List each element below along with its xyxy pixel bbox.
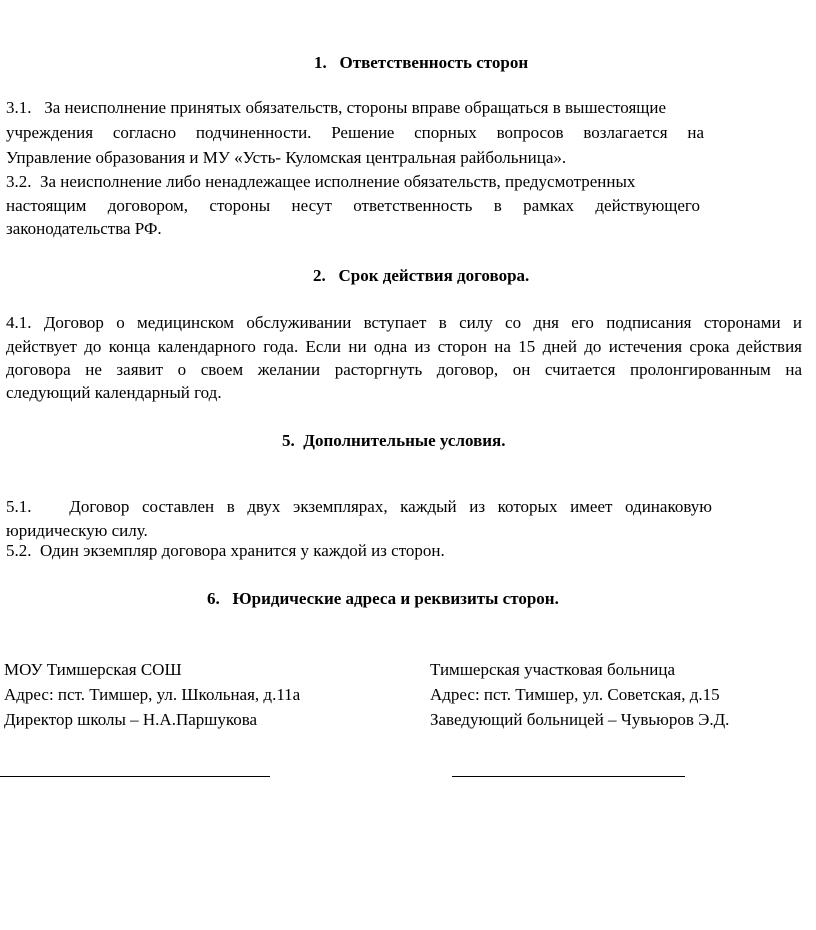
- section-5-heading: 5. Дополнительные условия.: [282, 431, 506, 450]
- party-left-head: Директор школы – Н.А.Паршукова: [4, 710, 258, 729]
- clause-5-2: 5.2. Один экземпляр договора хранится у каждой из сторон.: [6, 541, 445, 560]
- clause-5-1-line-2: юридическую силу.: [6, 521, 148, 540]
- clause-4-1-line-4: следующий календарный год.: [6, 383, 222, 402]
- section-2-heading: 2. Срок действия договора.: [313, 266, 530, 285]
- clause-3-2-line-1: 3.2. За неисполнение либо ненадлежащее исполнение обязательств, предусмотренных: [6, 172, 636, 191]
- clause-3-1-line-2: учреждения согласно подчиненности. Решение спорных вопросов возлагается на: [6, 123, 704, 142]
- clause-5-1-line-1: 5.1. Договор составлен в двух экземплярах, каждый из которых имеет одинаковую: [6, 497, 712, 516]
- clause-3-2-line-3: законодательства РФ.: [6, 219, 162, 238]
- clause-3-1-line-1: 3.1. За неисполнение принятых обязательств, стороны вправе обращаться в вышестоящие: [6, 98, 666, 117]
- section-6-heading: 6. Юридические адреса и реквизиты сторон.: [207, 589, 559, 608]
- party-right-address: Адрес: пст. Тимшер, ул. Советская, д.15: [430, 685, 720, 704]
- party-right-head: Заведующий больницей – Чувьюров Э.Д.: [430, 710, 730, 729]
- party-left-name: МОУ Тимшерская СОШ: [4, 660, 182, 679]
- section-1-heading: 1. Ответственность сторон: [314, 53, 529, 72]
- party-right-name: Тимшерская участковая больница: [430, 660, 675, 679]
- clause-3-2-line-2: настоящим договором, стороны несут ответственность в рамках действующего: [6, 196, 700, 215]
- clause-4-1-line-3: договора не заявит о своем желании расторгнуть договор, он считается пролонгированным на: [6, 360, 802, 379]
- clause-4-1-line-1: 4.1. Договор о медицинском обслуживании вступает в силу со дня его подписания сторонами и: [6, 313, 802, 332]
- clause-4-1-line-2: действует до конца календарного года. Если ни одна из сторон на 15 дней до истечения срока действия: [6, 337, 802, 356]
- signature-line-left: [0, 776, 270, 777]
- signature-line-right: [452, 776, 685, 777]
- party-left-address: Адрес: пст. Тимшер, ул. Школьная, д.11а: [4, 685, 301, 704]
- clause-3-1-line-3: Управление образования и МУ «Усть- Куломская центральная райбольница».: [6, 148, 567, 167]
